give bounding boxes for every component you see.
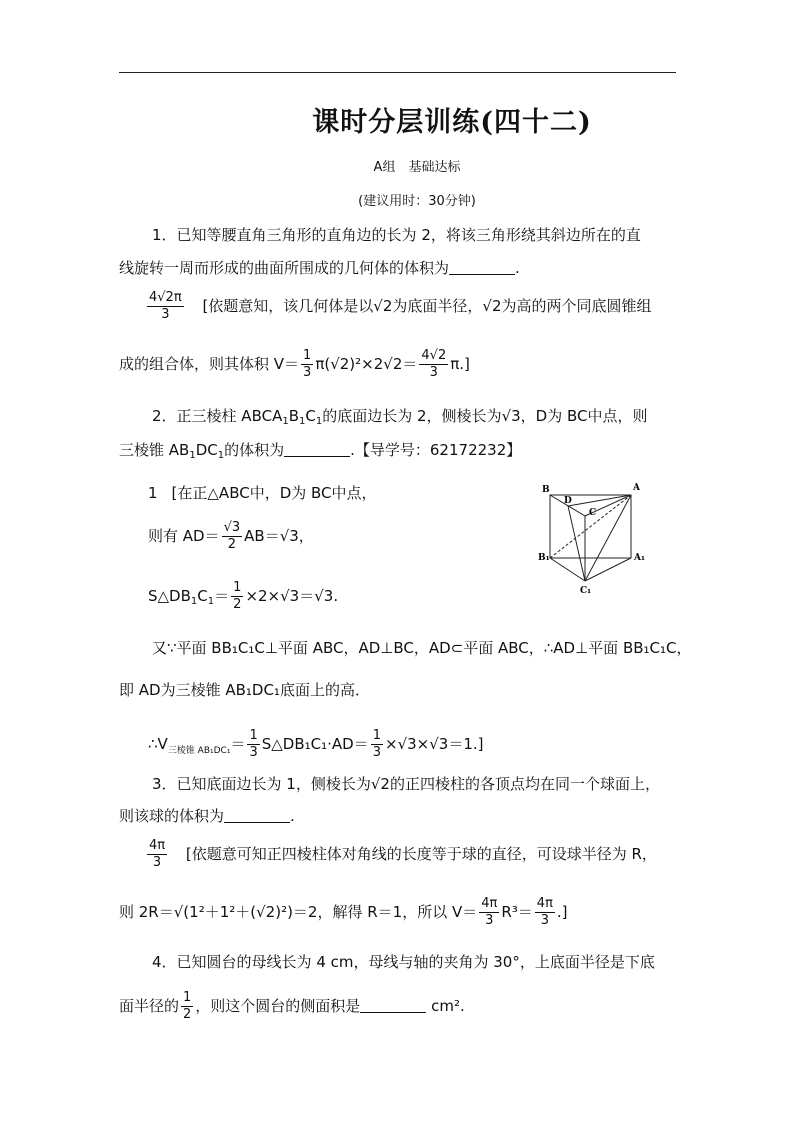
label-c1: C₁: [580, 586, 592, 596]
q2-sol-line4: 又∵平面 BB₁C₁C⊥平面 ABC，AD⊥BC，AD⊂平面 ABC，∴AD⊥平面 BB₁C₁C，: [152, 639, 692, 657]
q2-sol-line3: $S\triangle DB_1C_1=$ $\frac{1}{2}$ ×2×√3＝√3.: [148, 580, 339, 612]
q2-sol-line6: $\therefore V_{三棱锥 AB_1DC_1}=$ $\frac{1}{3}$ S△DB₁C₁·AD＝ $\frac{1}{3}$ ×√3×√3＝1.]: [148, 728, 484, 760]
answer-blank: [284, 444, 350, 457]
q4-line2: 面半径的 $\frac{1}{2}$ ，则这个圆台的侧面积是 cm².: [119, 990, 465, 1022]
q1-solution-line1: $\frac{4√2\pi}{3}$ [依题意知，该几何体是以√2为底面半径，√2为高的两个同底圆锥组: [149, 290, 652, 322]
answer-blank: [449, 262, 515, 275]
label-b: B: [542, 485, 550, 495]
group-heading: A组 基础达标: [373, 160, 461, 175]
time-note: (建议用时：30分钟): [358, 194, 476, 209]
label-a: A: [633, 483, 640, 493]
label-b1: B₁: [538, 553, 550, 563]
q2-sol-line1: 1 [在正△ABC中，D为 BC中点，: [148, 484, 377, 502]
q4-line1: 4．已知圆台的母线长为 4 cm，母线与轴的夹角为 30°，上底面半径是下底: [152, 953, 655, 971]
q1-line1: 1．已知等腰直角三角形的直角边的长为 2，将该三角形绕其斜边所在的直: [152, 226, 641, 244]
answer-blank: [360, 1000, 426, 1013]
q3-line1: 3．已知底面边长为 1，侧棱长为√2的正四棱柱的各顶点均在同一个球面上，: [152, 775, 660, 793]
header-rule: [119, 72, 676, 73]
label-c: C: [589, 508, 597, 518]
q1-line2: 线旋转一周而形成的曲面所围成的几何体的体积为 .: [119, 259, 520, 277]
label-a1: A₁: [634, 553, 645, 563]
page-title: 课时分层训练(四十二): [312, 107, 592, 138]
q2-line2: 三棱锥 $AB_1DC_1$的体积为 .【导学号：62172232】: [119, 441, 522, 461]
q1-solution-line2: 成的组合体，则其体积 V＝ $\frac{1}{3}$ π(√2)²×2√2＝ $\frac{4√2}{3}$ π.]: [119, 348, 470, 380]
q2-sol-line5: 即 AD为三棱锥 AB₁DC₁底面上的高．: [119, 681, 370, 699]
q2-line1: 2．正三棱柱 $ABCA_1B_1C_1$的底面边长为 2，侧棱长为√3，D为 BC中点，则: [152, 407, 648, 427]
q2-sol-line2: 则有 AD＝ $\frac{√3}{2}$ AB＝√3，: [148, 520, 314, 552]
prism-figure: [538, 478, 678, 598]
answer-blank: [224, 810, 290, 823]
q3-line2: 则该球的体积为 .: [119, 807, 295, 825]
q3-solution-line1: $\frac{4\pi}{3}$ [依题意可知正四棱柱体对角线的长度等于球的直径，可设球半径为 R，: [149, 838, 657, 870]
q3-solution-line2: 则 2R＝√(1²＋1²＋(√2)²)＝2，解得 R＝1，所以 V＝ $\frac{4\pi}{3}$ R³＝ $\frac{4\pi}{3}$ .]: [119, 896, 568, 928]
label-d: D: [564, 496, 572, 506]
